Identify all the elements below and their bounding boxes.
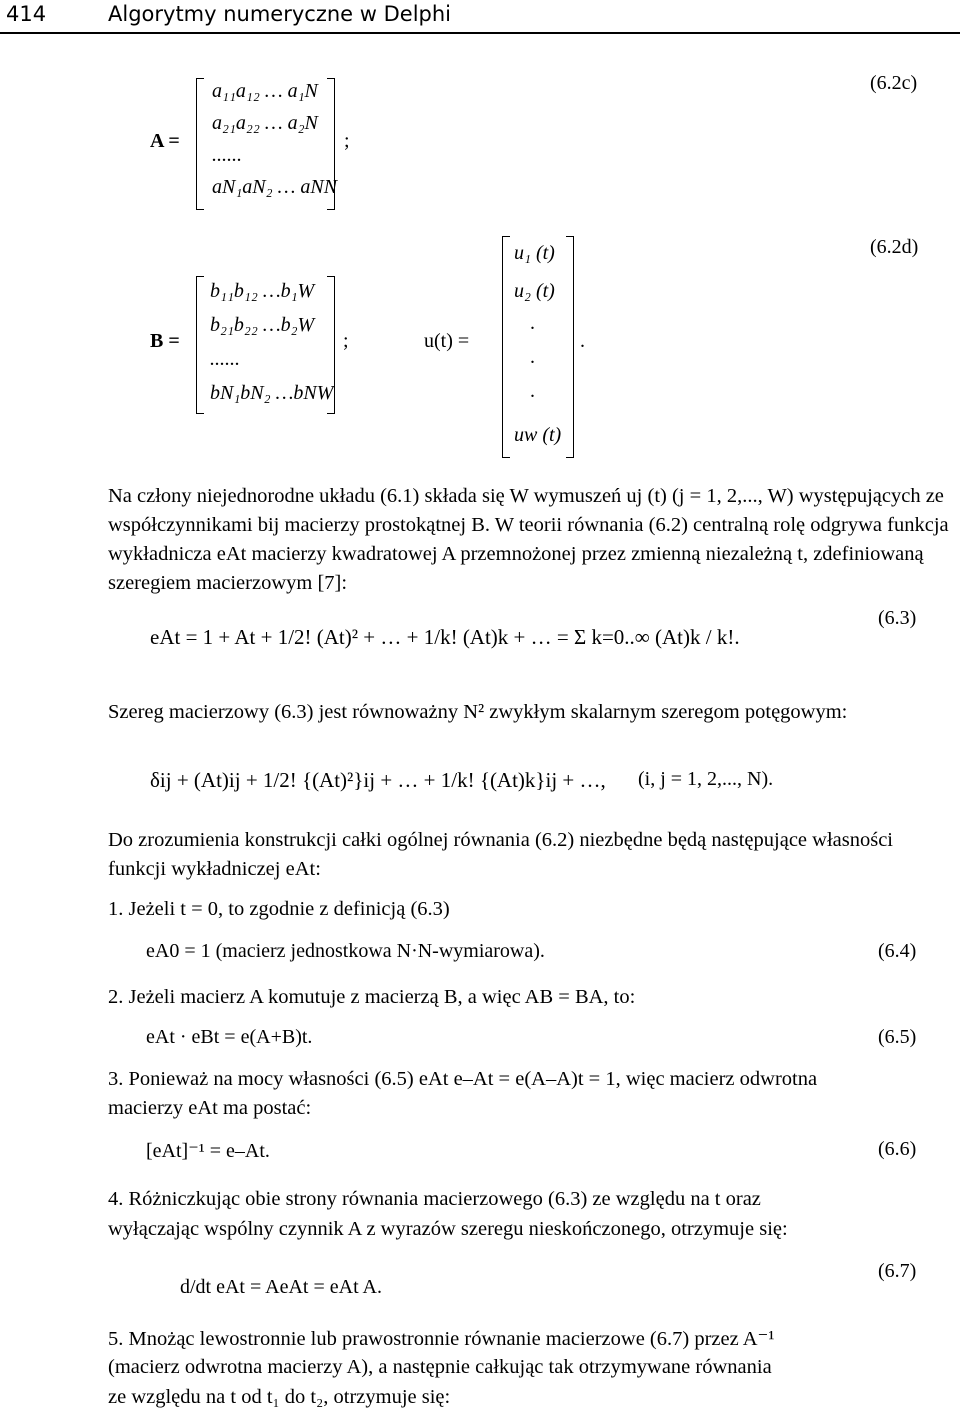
right-bracket xyxy=(566,236,574,458)
property-5-line-1: 5. Mnożąc lewostronnie lub prawostronnie równanie macierzowe (6.7) przez A⁻¹ xyxy=(108,1328,775,1350)
property-5-line-2: (macierz odwrotna macierzy A), a następnie całkując tak otrzymywane równania xyxy=(108,1356,772,1378)
property-5-line-3: ze względu na t od t₁ do t₂, otrzymuje się: xyxy=(108,1386,451,1408)
matrix-b-label: B = xyxy=(150,330,180,352)
matrix-row: aN₁aN₂ … aNN xyxy=(212,176,338,198)
vector-entry: . xyxy=(530,346,535,368)
equation-number: (6.3) xyxy=(878,607,917,629)
equation-6-4: eA0 = 1 (macierz jednostkowa N·N-wymiarowa). xyxy=(146,940,545,962)
matrix-row: b₂₁b₂₂ …b₂W xyxy=(210,314,315,336)
vector-entry: u₂ (t) xyxy=(514,280,555,302)
property-4-line-2: wyłączając wspólny czynnik A z wyrazów szeregu nieskończonego, otrzymuje się: xyxy=(108,1218,788,1240)
vector-u-label: u(t) = xyxy=(424,330,470,352)
vector-entry: u₁ (t) xyxy=(514,242,555,264)
matrix-row: a₂₁a₂₂ … a₂N xyxy=(212,112,318,134)
equation-6-6: [eAt]⁻¹ = e–At. xyxy=(146,1140,270,1162)
matrix-row: bN₁bN₂ …bNW xyxy=(210,382,334,404)
property-4-line-1: 4. Różniczkując obie strony równania macierzowego (6.3) ze względu na t oraz xyxy=(108,1188,761,1210)
equation-number: (6.2c) xyxy=(870,72,918,94)
equation-6-5: eAt · eBt = e(A+B)t. xyxy=(146,1026,313,1048)
vector-entry: uw (t) xyxy=(514,424,562,446)
equation-number: (6.2d) xyxy=(870,236,919,258)
equation-number: (6.6) xyxy=(878,1138,917,1160)
equation-number: (6.7) xyxy=(878,1260,917,1282)
vector-entry: . xyxy=(530,380,535,402)
equation-number: (6.5) xyxy=(878,1026,917,1048)
paragraph-properties: Do zrozumienia konstrukcji całki ogólnej równania (6.2) niezbędne będą następujące własności funkcji wykładniczej eAt: xyxy=(108,829,893,880)
index-range: (i, j = 1, 2,..., N). xyxy=(638,768,774,790)
paragraph-scalar-series: Szereg macierzowy (6.3) jest równoważny N² zwykłym skalarnym szeregom potęgowym: xyxy=(108,701,848,723)
terminator: . xyxy=(580,330,585,352)
matrix-row: ...... xyxy=(210,348,240,370)
separator: ; xyxy=(344,130,350,152)
equation-6-7: d/dt eAt = AeAt = eAt A. xyxy=(180,1276,382,1298)
matrix-row: ...... xyxy=(212,144,242,166)
property-2: 2. Jeżeli macierz A komutuje z macierzą B, a więc AB = BA, to: xyxy=(108,986,636,1008)
right-bracket xyxy=(327,78,335,210)
left-bracket xyxy=(196,276,204,414)
property-3-line-2: macierzy eAt ma postać: xyxy=(108,1097,312,1119)
separator: ; xyxy=(343,330,349,352)
vector-entry: . xyxy=(530,312,535,334)
header-rule xyxy=(0,32,960,34)
equation-number: (6.4) xyxy=(878,940,917,962)
left-bracket xyxy=(196,78,204,210)
page-number: 414 xyxy=(6,2,47,26)
matrix-a-label: A = xyxy=(150,130,180,152)
paragraph-intro: Na człony niejednorodne układu (6.1) składa się W wymuszeń uj (t) (j = 1, 2,..., W) występujących ze współczynnikami bij macierzy prostokątnej B. W teorii równania (6.2) centralną rolę odgrywa funkcja wykładnicza eAt macierzy kwadratowej A przemnożonej przez zmienną niezależną t, zdefiniowaną szeregiem macierzowym [7]: xyxy=(108,485,949,594)
property-3-line-1: 3. Ponieważ na mocy własności (6.5) eAt e–At = e(A–A)t = 1, więc macierz odwrotna xyxy=(108,1068,818,1090)
matrix-row: b₁₁b₁₂ …b₁W xyxy=(210,280,315,302)
running-header xyxy=(0,0,960,34)
equation-6-3: eAt = 1 + At + 1/2! (At)² + … + 1/k! (At)k + … = Σ k=0..∞ (At)k / k!. xyxy=(150,625,740,649)
equation-scalar-series: δij + (At)ij + 1/2! {(At)²}ij + … + 1/k! {(At)k}ij + …, xyxy=(150,768,606,792)
matrix-row: a₁₁a₁₂ … a₁N xyxy=(212,80,318,102)
property-1: 1. Jeżeli t = 0, to zgodnie z definicją (6.3) xyxy=(108,898,450,920)
left-bracket xyxy=(502,236,510,458)
chapter-title: Algorytmy numeryczne w Delphi xyxy=(108,2,452,26)
right-bracket xyxy=(327,276,335,414)
